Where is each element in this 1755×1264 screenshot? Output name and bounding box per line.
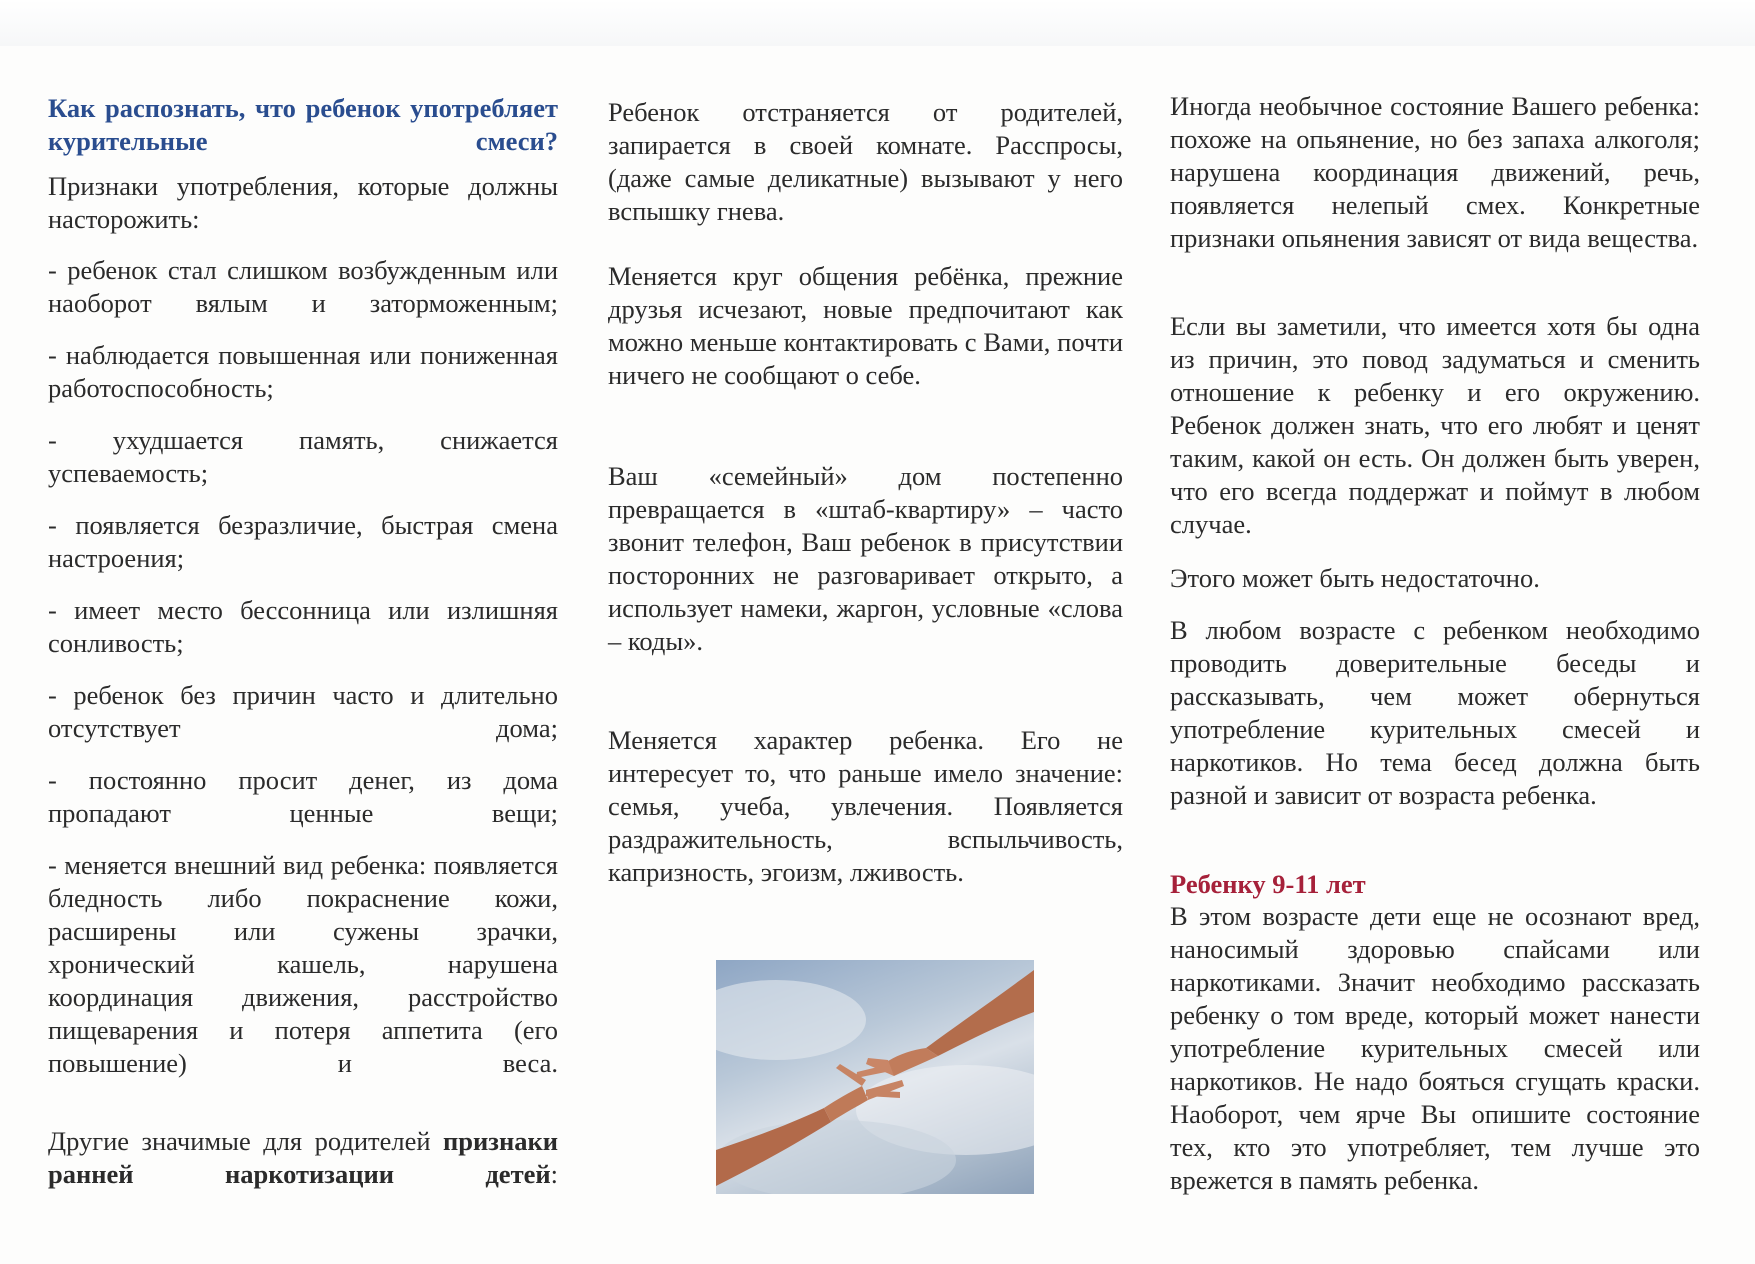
paragraph: Ребенок отстраняется от родителей, запирается в своей комнате. Расспросы, (даже самые деликатные) вызывают у него вспышку гнева.	[608, 97, 1123, 226]
paragraph: Меняется характер ребенка. Его не интересует то, что раньше имело значение: семья, учеба, увлечения. Появляется раздражительность, вспыльчивость, капризность, эгоизм, лживость.	[608, 725, 1123, 887]
other-signs-bold: признаки ранней наркотизации детей	[48, 1126, 559, 1189]
other-signs	[48, 1125, 558, 1191]
age-subheading: Ребенку 9-11 лет	[1170, 869, 1366, 899]
age-paragraph: В этом возрасте дети еще не осознают вред, наносимый здоровью спайсами или наркотиками. Значит необходимо рассказать ребенку о том вреде, который может нанести употребление курительных смесей или наркотиков. Не надо бояться сгущать краски. Наоборот, чем ярче Вы опишите состояние тех, кто это употребляет, тем лучше это врежется в память ребенка.	[1170, 901, 1700, 1195]
sign-item: - постоянно просит денег, из дома пропадают ценные вещи;	[48, 765, 558, 828]
signs-intro: Признаки употребления, которые должны насторожить:	[48, 171, 558, 234]
paragraph: Иногда необычное состояние Вашего ребенка: похоже на опьянение, но без запаха алкоголя; нарушена координация движений, речь, появляется нелепый смех. Конкретные признаки опьянения зависят от вида вещества.	[1170, 91, 1700, 253]
paragraph: В любом возрасте с ребенком необходимо проводить доверительные беседы и рассказывать, чем может обернуться употребление курительных смесей и наркотиков. Но тема бесед должна быть разной и зависит от возраста ребенка.	[1170, 615, 1700, 810]
other-signs-prefix: Другие значимые для родителей	[48, 1126, 431, 1156]
sign-item: - ухудшается память, снижается успеваемость;	[48, 425, 558, 488]
paragraph: Этого может быть недостаточно.	[1170, 563, 1540, 593]
sign-item: - наблюдается повышенная или пониженная работоспособность;	[48, 340, 558, 403]
page-edge	[0, 0, 1755, 46]
paragraph: Меняется круг общения ребёнка, прежние друзья исчезают, новые предпочитают как можно меньше контактировать с Вами, почти ничего не сообщают о себе.	[608, 261, 1123, 390]
paragraph: Ваш «семейный» дом постепенно превращается в «штаб-квартиру» – часто звонит телефон, Ваш ребенок в присутствии посторонних не разговаривает открыто, а использует намеки, жаргон, условные «слова – коды».	[608, 461, 1123, 656]
section-heading: Как распознать, что ребенок употребляет курительные смеси?	[48, 93, 558, 156]
hands-illustration	[716, 960, 1034, 1194]
sign-item: - ребенок стал слишком возбужденным или наоборот вялым и заторможенным;	[48, 255, 558, 318]
reaching-hands-image	[716, 960, 1034, 1194]
other-signs-suffix: :	[550, 1159, 558, 1189]
sign-item: - меняется внешний вид ребенка: появляется бледность либо покраснение кожи, расширены или сужены зрачки, хронический кашель, нарушена координация движения, расстройство пищеварения и потеря аппетита (его повышение) и веса.	[48, 850, 558, 1078]
paragraph: Если вы заметили, что имеется хотя бы одна из причин, это повод задуматься и сменить отношение к ребенку и его окружению. Ребенок должен знать, что его любят и ценят таким, какой он есть. Он должен быть уверен, что его всегда поддержат и поймут в любом случае.	[1170, 311, 1700, 539]
sign-item: - имеет место бессонница или излишняя сонливость;	[48, 595, 558, 658]
sign-item: - появляется безразличие, быстрая смена настроения;	[48, 510, 558, 573]
sign-item: - ребенок без причин часто и длительно отсутствует дома;	[48, 680, 558, 743]
